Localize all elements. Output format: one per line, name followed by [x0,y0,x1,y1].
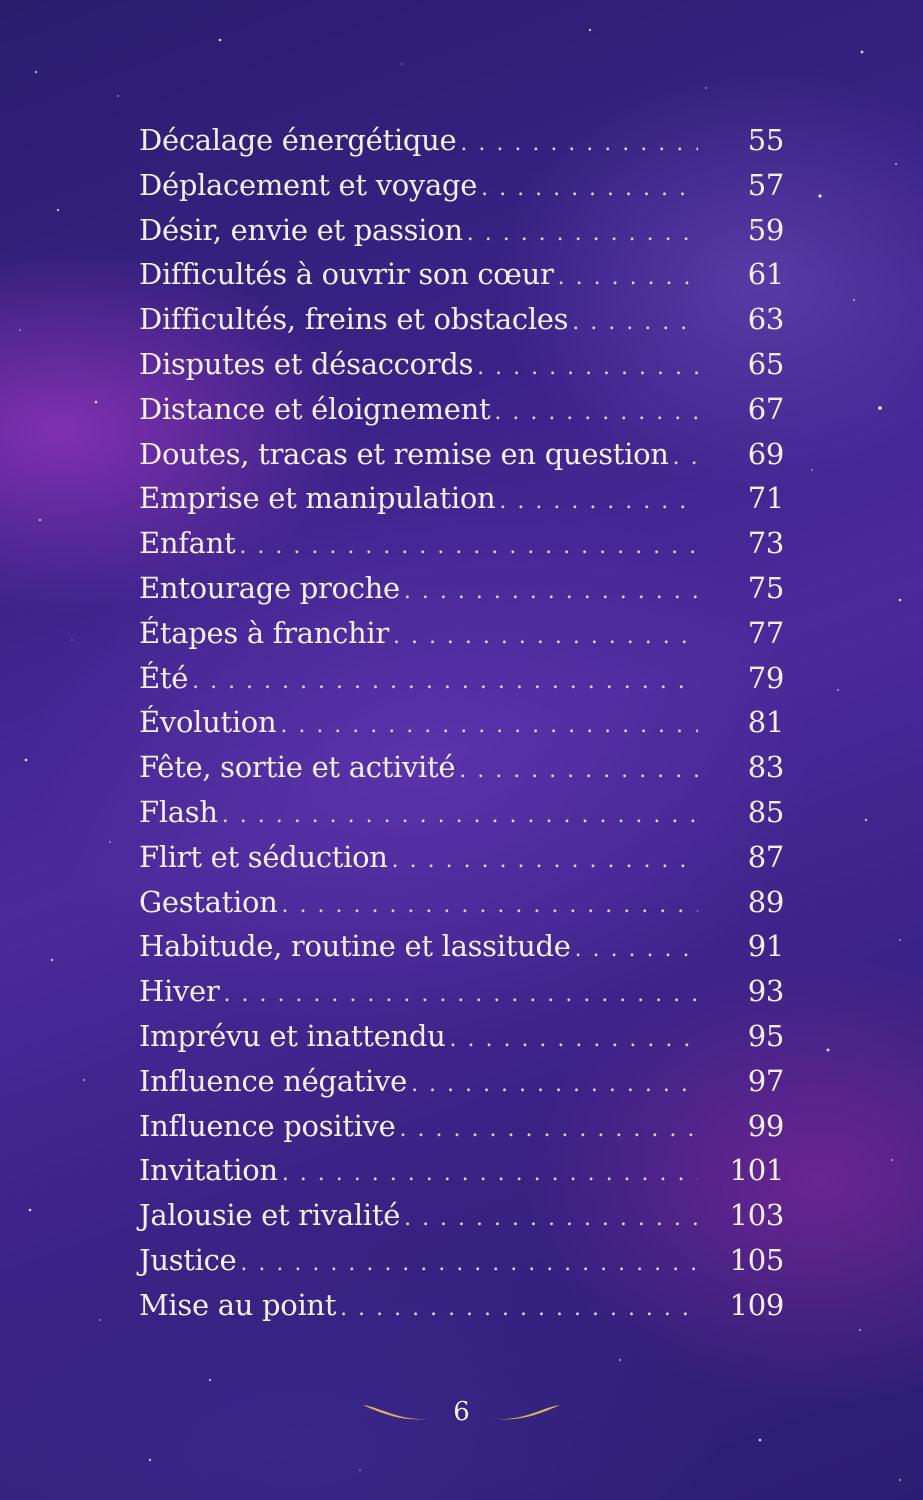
dot-leader [239,525,698,570]
toc-entry-page: 91 [747,929,784,964]
toc-entry-title: Entourage proche [139,570,400,605]
toc-entry-title: Invitation [139,1153,278,1188]
toc-entry-page: 103 [729,1198,784,1233]
toc-entry [139,745,784,790]
toc-entry-title: Fête, sortie et activité [139,750,456,785]
dot-leader [400,1108,698,1153]
dot-leader [572,301,698,346]
toc-entry [139,1104,784,1149]
toc-entry-title: Doutes, tracas et remise en question [139,436,669,471]
dot-leader [392,839,698,884]
toc-entry [139,880,784,925]
dot-leader [460,122,698,167]
toc-entry-page: 75 [747,570,784,605]
toc-entry-title: Influence négative [139,1063,408,1098]
toc-entry [139,297,784,342]
toc-entry-page: 71 [747,481,784,516]
toc-entry-title: Imprévu et inattendu [139,1018,446,1053]
dot-leader [223,973,698,1018]
dot-leader [192,660,698,705]
dot-leader [404,1197,698,1242]
toc-entry-page: 59 [747,212,784,247]
toc-entry [139,521,784,566]
toc-entry [139,924,784,969]
toc-entry [139,118,784,163]
toc-entry-title: Emprise et manipulation [139,481,496,516]
toc-entry-page: 109 [729,1287,784,1322]
toc-entry [139,700,784,745]
toc-entry [139,1193,784,1238]
page-number: 6 [453,1397,470,1427]
toc-entry-title: Disputes et désaccords [139,346,474,381]
toc-entry-title: Jalousie et rivalité [139,1198,401,1233]
toc-entry [139,969,784,1014]
toc-entry-page: 69 [747,436,784,471]
toc-entry [139,566,784,611]
toc-entry [139,252,784,297]
toc-entry-title: Justice [139,1242,237,1277]
dot-leader [558,256,698,301]
toc-entry-page: 77 [747,615,784,650]
toc-entry [139,611,784,656]
toc-entry-page: 99 [747,1108,784,1143]
toc-entry [139,1059,784,1104]
dot-leader [393,615,698,660]
toc-entry-title: Difficultés, freins et obstacles [139,302,569,337]
toc-entry [139,656,784,701]
toc-entry-page: 101 [729,1153,784,1188]
toc-entry-title: Déplacement et voyage [139,167,478,202]
toc-entry-title: Difficultés à ouvrir son cœur [139,257,554,292]
toc-entry [139,387,784,432]
toc-entry-page: 83 [747,750,784,785]
toc-entry [139,1238,784,1283]
dot-leader [282,884,698,929]
toc-entry-page: 73 [747,526,784,561]
dot-leader [575,928,698,973]
toc-entry [139,835,784,880]
dot-leader [499,480,698,525]
dot-leader [280,704,698,749]
toc-entry-title: Influence positive [139,1108,396,1143]
toc-entry-title: Distance et éloignement [139,391,491,426]
toc-entry-page: 61 [747,257,784,292]
toc-entry-page: 93 [747,974,784,1009]
dot-leader [477,346,698,391]
toc-entry-page: 97 [747,1063,784,1098]
toc-entry-title: Évolution [139,705,277,740]
toc-entry [139,476,784,521]
dot-leader [240,1242,698,1287]
dot-leader [494,391,698,436]
toc-entry [139,1283,784,1328]
toc-entry-page: 87 [747,839,784,874]
dot-leader [459,749,698,794]
toc-entry-page: 63 [747,302,784,337]
toc-entry-title: Désir, envie et passion [139,212,463,247]
toc-entry-page: 65 [747,346,784,381]
toc-entry-page: 81 [747,705,784,740]
toc-entry-title: Flash [139,794,218,829]
toc-entry [139,342,784,387]
table-of-contents [139,118,784,1328]
toc-entry-title: Étapes à franchir [139,615,389,650]
toc-entry-title: Enfant [139,526,236,561]
toc-entry [139,790,784,835]
toc-entry-page: 57 [747,167,784,202]
toc-entry-title: Décalage énergétique [139,123,457,157]
toc-entry-page: 95 [747,1018,784,1053]
dot-leader [467,212,698,257]
toc-entry-title: Habitude, routine et lassitude [139,929,571,964]
toc-entry-page: 79 [747,660,784,695]
toc-entry-title: Gestation [139,884,278,919]
toc-entry [139,208,784,253]
toc-entry-title: Mise au point [139,1287,337,1322]
toc-entry-page: 85 [747,794,784,829]
dot-leader [673,436,698,481]
toc-entry-title: Été [139,660,189,695]
toc-entry-page: 89 [747,884,784,919]
dot-leader [411,1063,698,1108]
dot-leader [340,1287,698,1332]
toc-entry [139,1148,784,1193]
dot-leader [450,1018,699,1063]
toc-entry [139,1014,784,1059]
dot-leader [282,1152,698,1197]
dot-leader [481,167,698,212]
toc-entry-title: Hiver [139,974,220,1009]
toc-entry-page: 67 [747,391,784,426]
toc-entry [139,432,784,477]
gold-swoosh-right-icon [484,1397,562,1427]
gold-swoosh-left-icon [361,1397,439,1427]
toc-entry-title: Flirt et séduction [139,839,388,874]
toc-entry [139,163,784,208]
dot-leader [404,570,698,615]
dot-leader [222,794,698,839]
toc-entry-page: 55 [747,123,784,157]
toc-entry-page: 105 [729,1242,784,1277]
page-footer [0,1392,923,1432]
